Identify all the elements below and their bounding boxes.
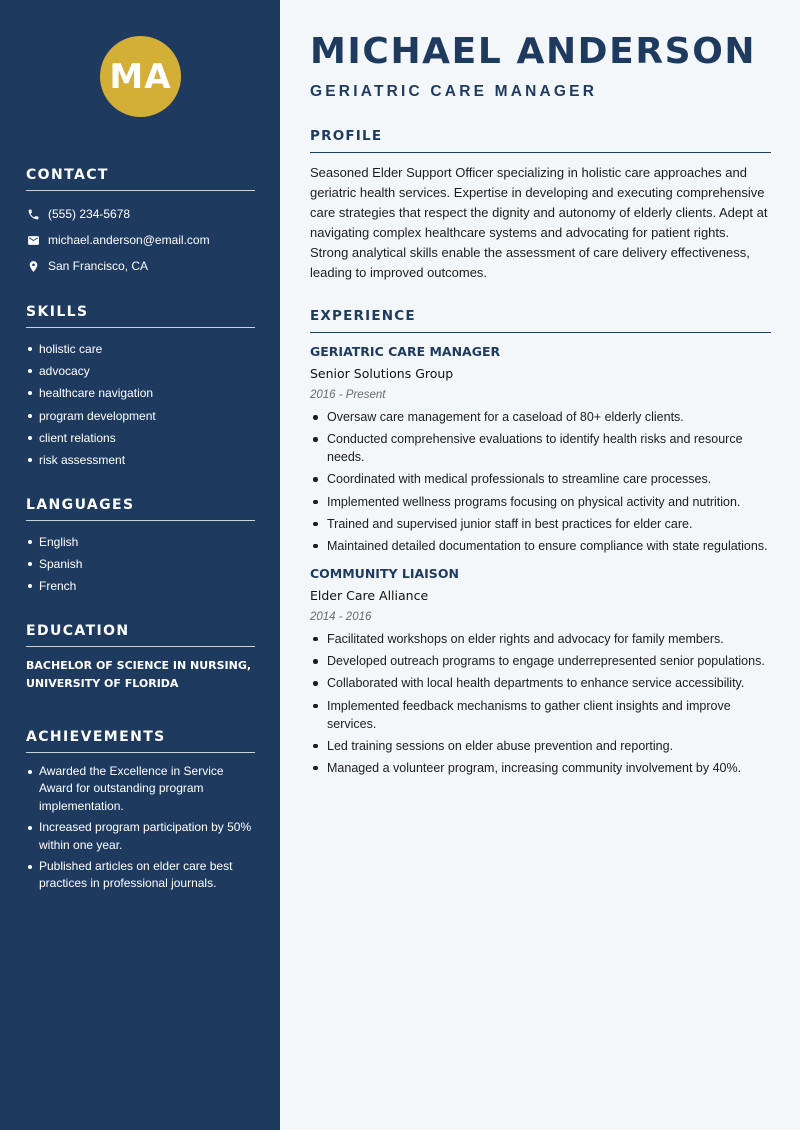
- skill-item: holistic care: [26, 338, 255, 360]
- job-bullet: Conducted comprehensive evaluations to identify health risks and resource needs.: [310, 430, 771, 466]
- languages-heading: LANGUAGES: [26, 497, 255, 521]
- language-item: Spanish: [26, 553, 255, 575]
- phone-text: (555) 234-5678: [48, 207, 131, 221]
- job-entry: [310, 565, 771, 777]
- languages-section: [26, 497, 255, 598]
- achievements-list: [26, 763, 255, 893]
- job-company: Senior Solutions Group: [310, 366, 454, 381]
- profile-heading: PROFILE: [310, 128, 771, 153]
- contact-location: [26, 253, 255, 279]
- job-role: GERIATRIC CARE MANAGER: [310, 344, 501, 359]
- job-entry: [310, 343, 771, 555]
- job-company: Elder Care Alliance: [310, 587, 429, 603]
- skill-item: healthcare navigation: [26, 382, 255, 404]
- language-item: English: [26, 531, 255, 553]
- location-pin-icon: [26, 259, 40, 273]
- job-bullet: Developed outreach programs to engage underrepresented senior populations.: [310, 652, 771, 670]
- job-bullet: Implemented wellness programs focusing on physical activity and nutrition.: [310, 493, 771, 511]
- job-bullet: Oversaw care management for a caseload of 80+ elderly clients.: [310, 408, 771, 426]
- contact-heading: CONTACT: [26, 167, 255, 191]
- achievements-section: [26, 729, 255, 897]
- skills-heading: SKILLS: [26, 304, 255, 328]
- skills-list: [26, 338, 255, 471]
- job-dates: 2016 - Present: [310, 389, 386, 401]
- achievement-item: Published articles on elder care best practices in professional journals.: [26, 858, 255, 893]
- job-bullet: Led training sessions on elder abuse prevention and reporting.: [310, 737, 771, 755]
- candidate-name: MICHAEL ANDERSON: [310, 31, 757, 72]
- profile-section: [310, 128, 771, 284]
- job-bullet: Facilitated workshops on elder rights and advocacy for family members.: [310, 630, 771, 648]
- job-bullet: Collaborated with local health departments to enhance service accessibility.: [310, 674, 771, 692]
- job-dates: 2014 - 2016: [310, 610, 372, 623]
- job-bullet: Managed a volunteer program, increasing community involvement by 40%.: [310, 759, 771, 777]
- contact-phone: [26, 201, 255, 227]
- skill-item: risk assessment: [26, 449, 255, 471]
- location-text: San Francisco, CA: [48, 259, 149, 273]
- job-role: COMMUNITY LIAISON: [310, 565, 459, 581]
- mail-icon: [26, 233, 40, 247]
- skills-section: [26, 304, 255, 471]
- sidebar: [0, 0, 280, 1130]
- education-section: [26, 623, 255, 692]
- skill-item: client relations: [26, 427, 255, 449]
- experience-heading: EXPERIENCE: [310, 308, 771, 333]
- phone-icon: [26, 207, 40, 221]
- profile-text: Seasoned Elder Support Officer specializing in holistic care approaches and geriatric health services. Expertise in developing and executing comprehensive care strategies that respect the dignity and autonomy of elderly clients. Adept at navigating complex healthcare systems and advocating for patient rights. Strong analytical skills enable the assessment of care delivery effectiveness, leading to improved outcomes.: [310, 165, 768, 281]
- experience-section: [310, 308, 771, 787]
- job-bullets: [310, 630, 771, 777]
- job-bullet: Maintained detailed documentation to ensure compliance with state regulations.: [310, 537, 771, 555]
- language-item: French: [26, 575, 255, 597]
- skill-item: advocacy: [26, 360, 255, 382]
- contact-email: [26, 227, 255, 253]
- candidate-title: GERIATRIC CARE MANAGER: [310, 83, 598, 100]
- languages-list: [26, 531, 255, 598]
- achievement-item: Awarded the Excellence in Service Award for outstanding program implementation.: [26, 763, 255, 815]
- job-bullet: Implemented feedback mechanisms to gather client insights and improve services.: [310, 697, 771, 733]
- skill-item: program development: [26, 405, 255, 427]
- job-bullets: [310, 408, 771, 555]
- education-heading: EDUCATION: [26, 623, 255, 647]
- contact-section: [26, 167, 255, 279]
- education-degree: BACHELOR OF SCIENCE IN NURSING, UNIVERSITY OF FLORIDA: [26, 659, 252, 690]
- job-bullet: Coordinated with medical professionals to streamline care processes.: [310, 470, 771, 488]
- job-bullet: Trained and supervised junior staff in best practices for elder care.: [310, 515, 771, 533]
- achievements-heading: ACHIEVEMENTS: [26, 729, 255, 753]
- achievement-item: Increased program participation by 50% within one year.: [26, 819, 255, 854]
- avatar: MA: [100, 36, 181, 117]
- email-text: michael.anderson@email.com: [48, 233, 210, 247]
